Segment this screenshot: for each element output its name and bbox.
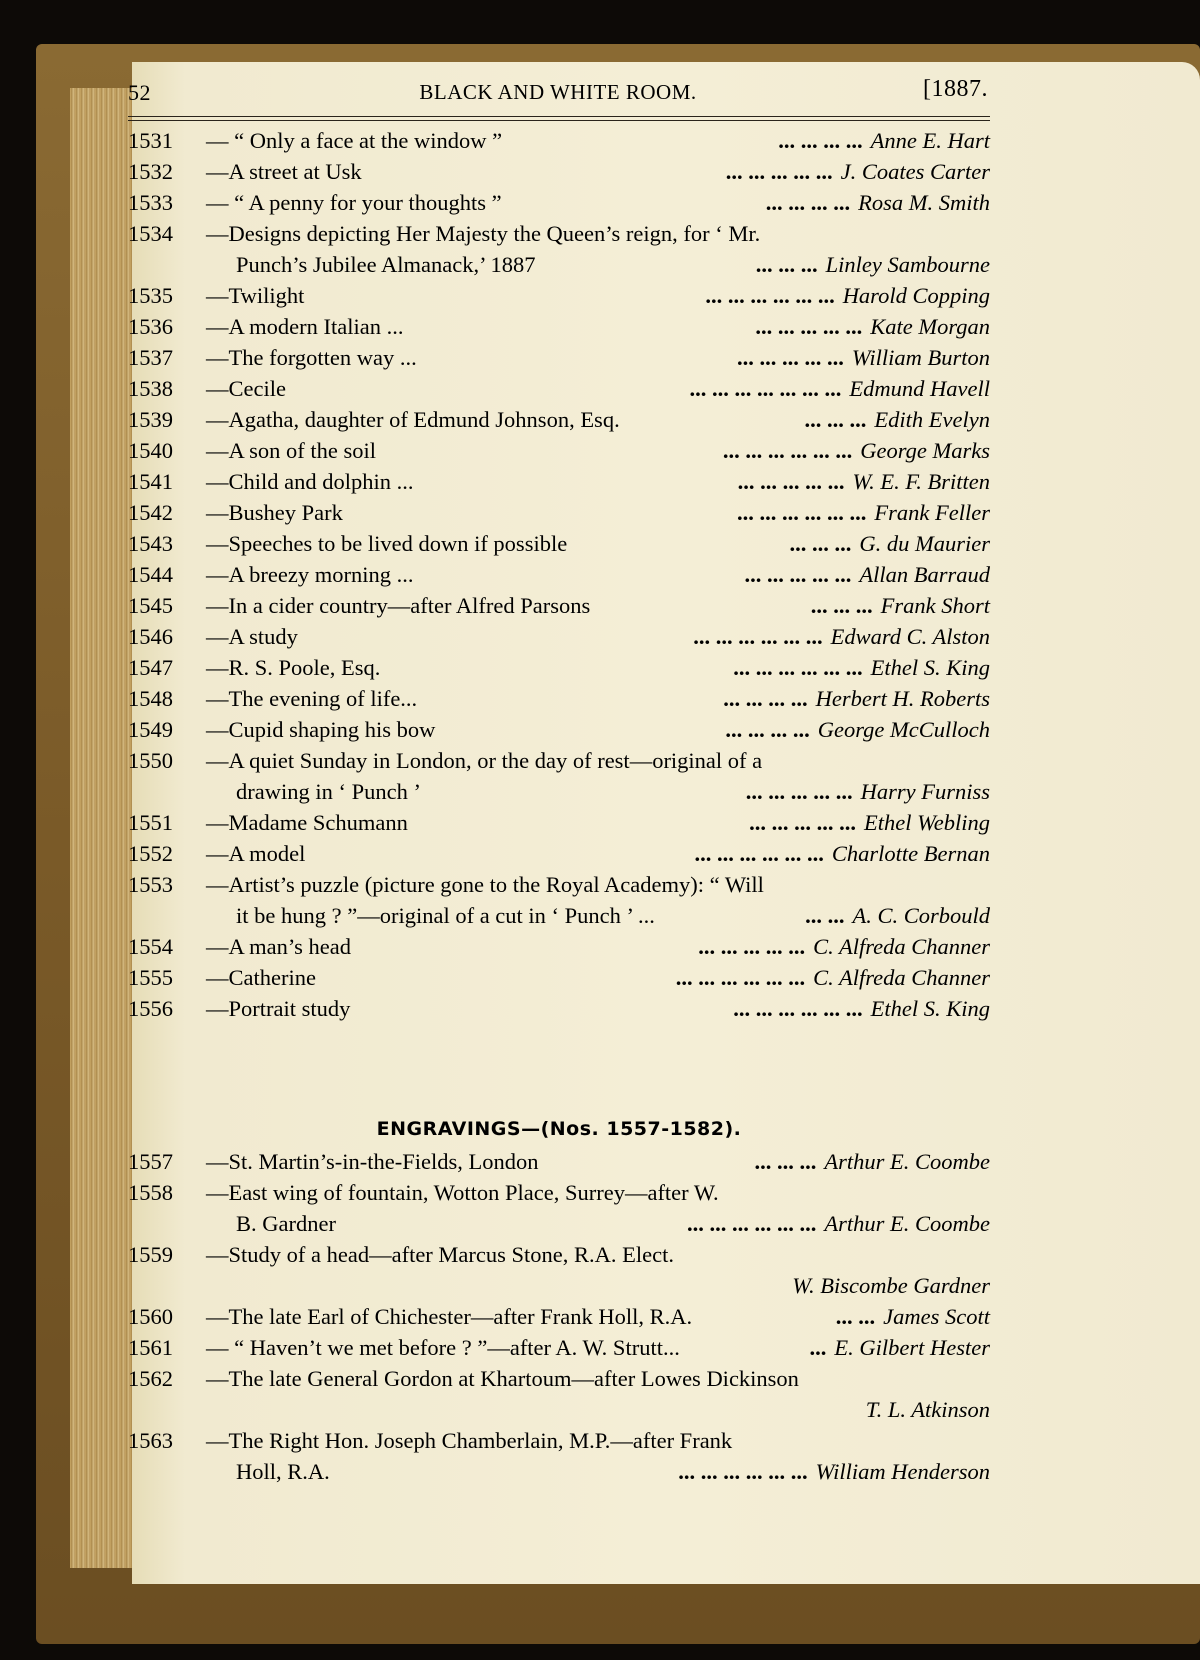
header-rule-inner — [128, 120, 990, 121]
entry-number: 1550 — [128, 748, 173, 773]
entry-number: 1543 — [128, 531, 173, 556]
entry-title: —Catherine — [206, 965, 316, 990]
entry-title: —A man’s head — [206, 934, 351, 959]
catalogue-entry — [128, 125, 990, 156]
dot-leader: ... ... ... ... — [765, 190, 851, 215]
catalogue-entry — [128, 683, 990, 714]
catalogue-entry — [128, 435, 990, 466]
entry-line — [128, 1456, 990, 1487]
entry-title: —The late General Gordon at Khartoum—after Lowes Dickinson — [206, 1366, 799, 1391]
entry-title: —A son of the soil — [206, 438, 377, 463]
entry-line — [128, 838, 990, 869]
entry-line — [128, 218, 990, 249]
catalogue-entry — [128, 187, 990, 218]
entry-title: —Cupid shaping his bow — [206, 717, 436, 742]
entry-artist: Harold Copping — [842, 283, 990, 308]
catalogue-entry — [128, 528, 990, 559]
header-rule — [128, 116, 990, 117]
entry-number: 1556 — [128, 996, 173, 1021]
catalogue-entry — [128, 1332, 990, 1363]
entry-line — [128, 1146, 990, 1177]
entry-title: —The forgotten way ... — [206, 345, 417, 370]
dot-leader: ... ... ... ... ... — [736, 345, 844, 370]
catalogue-entry — [128, 311, 990, 342]
entry-title: —Bushey Park — [206, 500, 343, 525]
dot-leader: ... ... ... ... ... ... — [733, 996, 863, 1021]
entry-artist: George Marks — [860, 438, 990, 463]
entry-line — [128, 962, 990, 993]
entry-number: 1560 — [128, 1304, 173, 1329]
entry-number: 1545 — [128, 593, 173, 618]
entry-artist: James Scott — [883, 1304, 990, 1329]
entry-line — [128, 435, 990, 466]
entry-line — [128, 900, 990, 931]
entry-line — [128, 776, 990, 807]
catalogue-entry — [128, 497, 990, 528]
dot-leader: ... ... ... ... ... ... — [678, 1459, 808, 1484]
entry-line — [128, 869, 990, 900]
catalogue-entry — [128, 714, 990, 745]
catalogue-entry — [128, 807, 990, 838]
entry-artist: Allan Barraud — [859, 562, 990, 587]
catalogue-entry — [128, 1363, 990, 1425]
entry-artist: C. Alfreda Channer — [813, 965, 990, 990]
catalogue-entry — [128, 1177, 990, 1239]
entry-line — [128, 342, 990, 373]
entry-number: 1549 — [128, 717, 173, 742]
entry-title: —A study — [206, 624, 298, 649]
entry-artist: Arthur E. Coombe — [824, 1149, 990, 1174]
entry-line — [128, 1301, 990, 1332]
entry-number: 1537 — [128, 345, 173, 370]
catalogue-entry — [128, 931, 990, 962]
entry-line — [128, 807, 990, 838]
entry-number: 1542 — [128, 500, 173, 525]
entry-title: —In a cider country—after Alfred Parsons — [206, 593, 591, 618]
entry-line — [128, 559, 990, 590]
entry-title: —A quiet Sunday in London, or the day of rest—original of a — [206, 748, 763, 773]
entry-title: drawing in ‘ Punch ’ — [236, 779, 421, 804]
entry-artist: George McCulloch — [817, 717, 990, 742]
catalogue-entry — [128, 993, 990, 1024]
entry-title: —The evening of life... — [206, 686, 418, 711]
entry-title: —A street at Usk — [206, 159, 362, 184]
entry-title: —Cecile — [206, 376, 286, 401]
entry-title: it be hung ? ”—original of a cut in ‘ Punch ’ ... — [236, 903, 655, 928]
entry-number: 1551 — [128, 810, 173, 835]
dot-leader: ... ... ... ... ... ... — [687, 1211, 817, 1236]
dot-leader: ... — [809, 1335, 827, 1360]
catalogue-entry — [128, 342, 990, 373]
catalogue-entry — [128, 404, 990, 435]
running-header — [128, 72, 988, 108]
dot-leader: ... ... ... ... — [723, 686, 808, 711]
entry-title: —Twilight — [206, 283, 305, 308]
entry-line — [128, 156, 990, 187]
entry-title: — “ A penny for your thoughts ” — [206, 190, 502, 215]
catalogue-entry — [128, 373, 990, 404]
entry-line — [128, 590, 990, 621]
entry-artist: Arthur E. Coombe — [824, 1211, 990, 1236]
entry-number: 1552 — [128, 841, 173, 866]
entry-title: — “ Haven’t we met before ? ”—after A. W. Strutt... — [206, 1335, 680, 1360]
dot-leader: ... ... ... ... ... — [755, 314, 863, 339]
entry-line — [128, 993, 990, 1024]
catalogue-entry — [128, 590, 990, 621]
entry-number: 1540 — [128, 438, 173, 463]
entry-title: —Madame Schumann — [206, 810, 408, 835]
catalogue-entry — [128, 962, 990, 993]
entry-artist: J. Coates Carter — [840, 159, 990, 184]
entry-title: Punch’s Jubilee Almanack,’ 1887 — [236, 252, 536, 277]
catalogue-entry — [128, 1146, 990, 1177]
entry-title: —A model — [206, 841, 306, 866]
catalogue-entry — [128, 559, 990, 590]
entry-number: 1555 — [128, 965, 173, 990]
entry-line — [128, 280, 990, 311]
catalogue-entry — [128, 1239, 990, 1301]
entry-number: 1547 — [128, 655, 173, 680]
page-number: 52 — [128, 80, 151, 105]
catalogue-entry — [128, 156, 990, 187]
dot-leader: ... ... ... ... ... ... — [693, 624, 823, 649]
entry-number: 1539 — [128, 407, 173, 432]
entry-title: —St. Martin’s-in-the-Fields, London — [206, 1149, 539, 1174]
entry-title: —R. S. Poole, Esq. — [206, 655, 381, 680]
entry-artist: A. C. Corbould — [852, 903, 990, 928]
entry-title: —Agatha, daughter of Edmund Johnson, Esq. — [206, 407, 620, 432]
entry-line — [128, 683, 990, 714]
entry-line — [128, 931, 990, 962]
entry-number: 1554 — [128, 934, 173, 959]
entry-artist: W. Biscombe Gardner — [792, 1273, 990, 1298]
entry-artist: William Burton — [851, 345, 990, 370]
entry-artist: W. E. F. Britten — [852, 469, 990, 494]
entry-artist: E. Gilbert Hester — [834, 1335, 990, 1360]
entry-line — [128, 1208, 990, 1239]
entry-line — [128, 1363, 990, 1394]
entry-number: 1536 — [128, 314, 173, 339]
entry-line — [128, 1177, 990, 1208]
entry-artist: T. L. Atkinson — [865, 1397, 990, 1422]
dot-leader: ... ... ... ... ... ... — [694, 841, 824, 866]
entry-number: 1561 — [128, 1335, 173, 1360]
entry-line — [128, 745, 990, 776]
entry-number: 1553 — [128, 872, 173, 897]
entry-title: —East wing of fountain, Wotton Place, Surrey—after W. — [206, 1180, 719, 1205]
entry-artist: Rosa M. Smith — [858, 190, 990, 215]
entry-artist: Ethel Webling — [863, 810, 990, 835]
dot-leader: ... ... ... ... ... — [745, 779, 853, 804]
dot-leader: ... ... ... ... — [778, 128, 863, 153]
dot-leader: ... ... ... — [754, 1149, 817, 1174]
dot-leader: ... ... ... ... ... ... — [733, 655, 863, 680]
engravings-heading: ENGRAVINGS—(Nos. 1557-1582). — [376, 1118, 742, 1140]
entry-artist: Charlotte Bernan — [831, 841, 990, 866]
entry-artist: Ethel S. King — [870, 996, 990, 1021]
entry-line — [128, 1425, 990, 1456]
entry-line — [128, 373, 990, 404]
dot-leader: ... ... ... ... ... ... ... — [689, 376, 842, 401]
entry-title: —A modern Italian ... — [206, 314, 404, 339]
entry-number: 1548 — [128, 686, 173, 711]
entry-number: 1534 — [128, 221, 173, 246]
dot-leader: ... ... ... — [789, 531, 852, 556]
entry-title: — “ Only a face at the window ” — [206, 128, 503, 153]
entry-title: —Speeches to be lived down if possible — [206, 531, 568, 556]
dot-leader: ... ... ... — [755, 252, 818, 277]
entry-artist: Edith Evelyn — [874, 407, 990, 432]
entry-artist: C. Alfreda Channer — [813, 934, 990, 959]
entry-number: 1531 — [128, 128, 173, 153]
entry-artist: Edward C. Alston — [830, 624, 990, 649]
catalogue-entry — [128, 1425, 990, 1487]
catalogue-entry — [128, 1301, 990, 1332]
catalogue-entry — [128, 218, 990, 280]
entry-line — [128, 714, 990, 745]
entry-line — [128, 497, 990, 528]
dot-leader: ... ... ... ... — [725, 717, 810, 742]
entry-line — [128, 1239, 990, 1270]
entry-title: Holl, R.A. — [236, 1459, 330, 1484]
entry-number: 1546 — [128, 624, 173, 649]
entry-number: 1538 — [128, 376, 173, 401]
dot-leader: ... ... — [835, 1304, 876, 1329]
entry-number: 1533 — [128, 190, 173, 215]
entry-line — [128, 249, 990, 280]
entry-line — [128, 1270, 990, 1301]
entry-number: 1557 — [128, 1149, 173, 1174]
entry-artist: Frank Feller — [874, 500, 990, 525]
entry-artist: Kate Morgan — [870, 314, 990, 339]
entry-number: 1541 — [128, 469, 173, 494]
entry-title: —Artist’s puzzle (picture gone to the Royal Academy): “ Will — [206, 872, 764, 897]
entry-title: —Portrait study — [206, 996, 351, 1021]
entry-line — [128, 1332, 990, 1363]
entry-artist: Ethel S. King — [870, 655, 990, 680]
page-year: [1887. — [923, 76, 988, 102]
entry-title: —Study of a head—after Marcus Stone, R.A. Elect. — [206, 1242, 675, 1267]
engravings-list — [128, 1146, 990, 1487]
dot-leader: ... ... — [805, 903, 845, 928]
drawings-list — [128, 125, 990, 1024]
dot-leader: ... ... ... — [804, 407, 867, 432]
entry-number: 1558 — [128, 1180, 173, 1205]
catalogue-entry — [128, 838, 990, 869]
page-title: BLACK AND WHITE ROOM. — [419, 80, 697, 104]
entry-title: —A breezy morning ... — [206, 562, 414, 587]
catalogue-entry — [128, 466, 990, 497]
entry-title: —The late Earl of Chichester—after Frank Holl, R.A. — [206, 1304, 693, 1329]
entry-artist: Anne E. Hart — [870, 128, 990, 153]
entry-number: 1559 — [128, 1242, 173, 1267]
dot-leader: ... ... ... ... ... — [698, 934, 806, 959]
entry-number: 1532 — [128, 159, 173, 184]
entry-line — [128, 652, 990, 683]
entry-title: —Designs depicting Her Majesty the Queen’s reign, for ‘ Mr. — [206, 221, 761, 246]
dot-leader: ... ... ... ... ... ... — [675, 965, 806, 990]
dot-leader: ... ... ... ... ... ... — [722, 438, 853, 463]
entry-number: 1562 — [128, 1366, 173, 1391]
entry-artist: Herbert H. Roberts — [815, 686, 990, 711]
entry-number: 1535 — [128, 283, 173, 308]
dot-leader: ... ... ... — [810, 593, 873, 618]
entry-line — [128, 1394, 990, 1425]
dot-leader: ... ... ... ... ... — [737, 469, 845, 494]
entry-title: —The Right Hon. Joseph Chamberlain, M.P.—after Frank — [206, 1428, 733, 1453]
dot-leader: ... ... ... ... ... — [725, 159, 833, 184]
entry-line — [128, 466, 990, 497]
entry-artist: Edmund Havell — [849, 376, 990, 401]
entry-number: 1563 — [128, 1428, 173, 1453]
catalogue-entry — [128, 621, 990, 652]
entry-artist: William Henderson — [815, 1459, 990, 1484]
entry-artist: G. du Maurier — [859, 531, 990, 556]
entry-title: B. Gardner — [236, 1211, 336, 1236]
entry-line — [128, 311, 990, 342]
catalogue-entry — [128, 869, 990, 931]
entry-artist: Frank Short — [880, 593, 990, 618]
entry-number: 1544 — [128, 562, 173, 587]
dot-leader: ... ... ... ... ... ... — [737, 500, 867, 525]
catalogue-entry — [128, 280, 990, 311]
dot-leader: ... ... ... ... ... — [744, 562, 852, 587]
entry-line — [128, 621, 990, 652]
catalogue-entry — [128, 652, 990, 683]
catalogue-entry — [128, 745, 990, 807]
entry-line — [128, 125, 990, 156]
entry-title: —Child and dolphin ... — [206, 469, 414, 494]
entry-artist: Harry Furniss — [860, 779, 990, 804]
dot-leader: ... ... ... ... ... ... — [705, 283, 835, 308]
dot-leader: ... ... ... ... ... — [749, 810, 856, 835]
entry-line — [128, 404, 990, 435]
entry-artist: Linley Sambourne — [825, 252, 990, 277]
entry-line — [128, 187, 990, 218]
entry-line — [128, 528, 990, 559]
